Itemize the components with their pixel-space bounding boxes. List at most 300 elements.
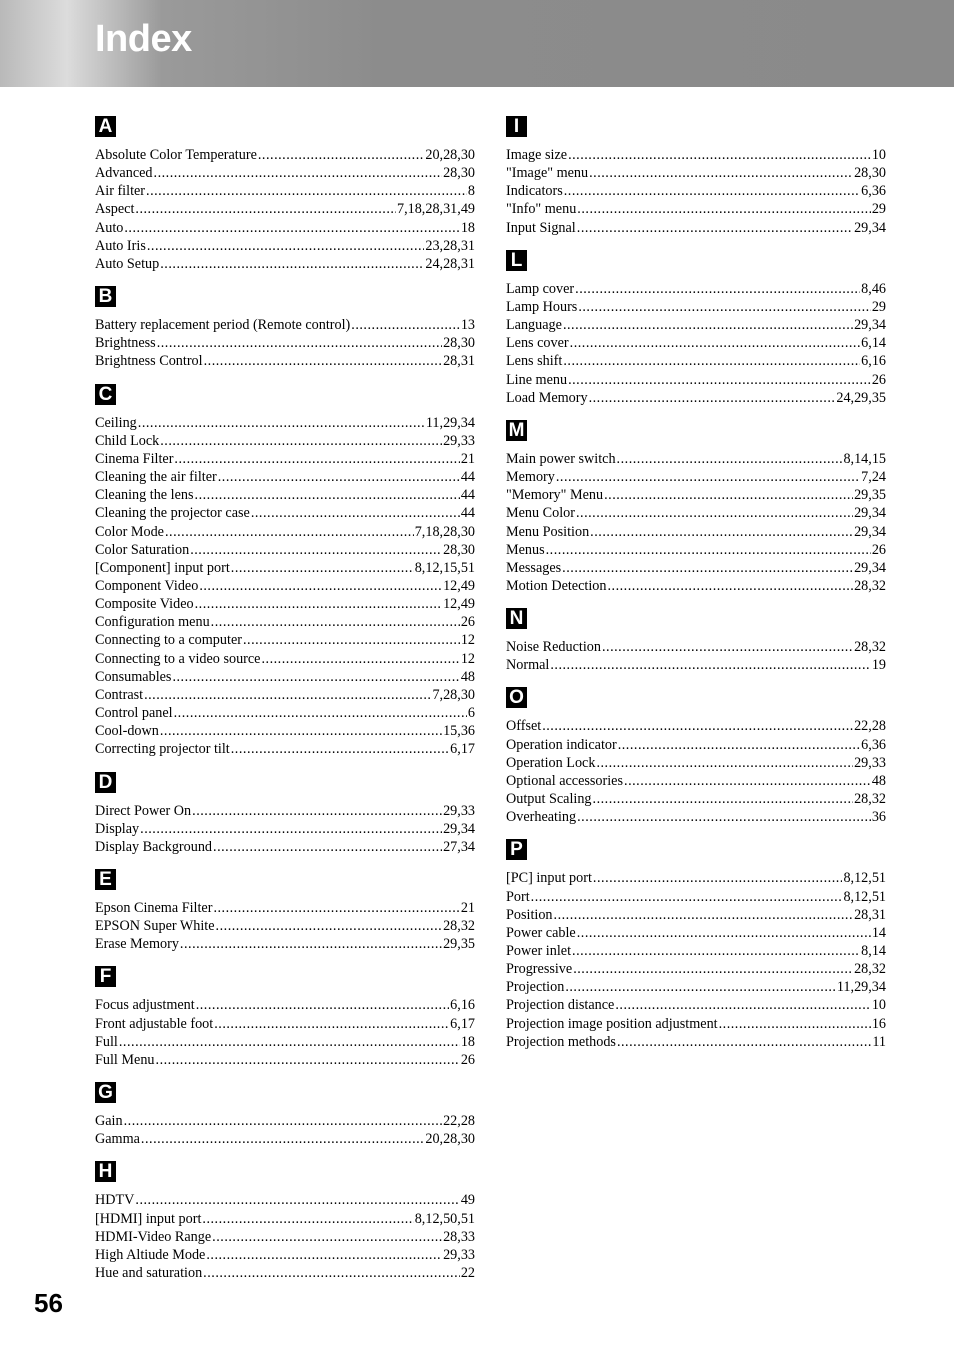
index-entry-term: Projection distance <box>506 997 615 1014</box>
index-entry-term: Brightness <box>95 335 156 352</box>
section-letter-heading: O <box>506 687 527 708</box>
section-letter-heading: A <box>95 116 116 137</box>
dot-leader <box>160 255 424 273</box>
dot-leader <box>174 704 467 722</box>
dot-leader <box>589 389 836 407</box>
index-entry-term: Control panel <box>95 705 173 722</box>
index-entry <box>506 978 886 996</box>
index-entry <box>95 668 475 686</box>
dot-leader <box>206 1246 442 1264</box>
index-entry-pages: 11,29,34 <box>425 414 475 431</box>
index-entry-term: Gamma <box>95 1131 140 1148</box>
index-section <box>95 772 475 856</box>
index-entry-pages: 29,35 <box>443 936 475 953</box>
dot-leader <box>231 559 414 577</box>
section-letter-heading: F <box>95 966 116 987</box>
index-entry-term: Air filter <box>95 183 146 200</box>
dot-leader <box>576 504 853 522</box>
index-entry <box>506 869 886 887</box>
index-entry-term: Display <box>95 820 140 837</box>
index-entry-term: Messages <box>506 559 562 576</box>
index-entry-pages: 44 <box>460 505 475 522</box>
section-letter-heading: G <box>95 1082 116 1103</box>
index-entry-pages: 8,12,15,51 <box>414 559 475 576</box>
index-entry-term: Line menu <box>506 371 568 388</box>
index-entry-pages: 48 <box>460 668 475 685</box>
index-entry-pages: 29,34 <box>854 559 886 576</box>
index-entry-term: Front adjustable foot <box>95 1015 214 1032</box>
index-entry-term: Auto <box>95 219 124 236</box>
index-entry-term: Power inlet <box>506 943 572 959</box>
index-entry <box>95 1051 475 1069</box>
dot-leader <box>604 486 853 504</box>
dot-leader <box>568 146 871 164</box>
index-entry <box>95 255 475 273</box>
index-entry-term: Battery replacement period (Remote control) <box>95 317 351 334</box>
dot-leader <box>565 978 836 996</box>
index-entry-term: Main power switch <box>506 450 616 467</box>
index-entry-term: Connecting to a video source <box>95 650 261 667</box>
index-entry-pages: 11,29,34 <box>836 979 886 996</box>
index-entry <box>506 754 886 772</box>
index-entry <box>506 790 886 808</box>
index-entry <box>95 486 475 504</box>
dot-leader <box>157 334 442 352</box>
index-entry <box>95 722 475 740</box>
index-entry-pages: 29,34 <box>443 820 475 837</box>
index-entry <box>506 906 886 924</box>
index-entry <box>95 504 475 522</box>
index-entry-term: High Altiude Mode <box>95 1246 206 1263</box>
index-entry-pages: 8,12,51 <box>843 888 886 905</box>
index-entry-term: Operation Lock <box>506 754 596 771</box>
index-entry-term: Direct Power On <box>95 802 192 819</box>
dot-leader <box>589 164 853 182</box>
index-entry-pages: 7,28,30 <box>432 686 475 703</box>
index-entry-term: Aspect <box>95 201 135 218</box>
dot-leader <box>135 200 396 218</box>
dot-leader <box>590 523 853 541</box>
index-entry-pages: 29,35 <box>854 487 886 504</box>
index-entry <box>506 182 886 200</box>
index-section <box>506 420 886 595</box>
index-entry-pages: 12 <box>460 632 475 649</box>
index-entry-term: Brightness Control <box>95 353 203 370</box>
index-entry-term: Cleaning the lens <box>95 487 194 504</box>
index-entry <box>95 432 475 450</box>
index-entry-term: "Memory" Menu <box>506 487 604 504</box>
index-entry-pages: 8,46 <box>861 280 886 297</box>
index-entry <box>95 237 475 255</box>
dot-leader <box>203 1264 460 1282</box>
index-entry-pages: 12 <box>460 650 475 667</box>
section-letter-heading: E <box>95 869 116 890</box>
index-entry-pages: 26 <box>871 541 886 558</box>
dot-leader <box>719 1015 871 1033</box>
dot-leader <box>218 468 460 486</box>
dot-leader <box>196 996 449 1014</box>
index-entry-pages: 22,28 <box>443 1113 475 1130</box>
dot-leader <box>575 280 860 298</box>
index-entry-term: Lens cover <box>506 335 569 352</box>
dot-leader <box>624 772 871 790</box>
index-entry-term: Cleaning the projector case <box>95 505 250 522</box>
index-entry-pages: 27,34 <box>443 838 475 855</box>
index-entry-pages: 12,49 <box>443 577 475 594</box>
index-entry-pages: 24,28,31 <box>425 255 475 272</box>
index-entry-term: Erase Memory <box>95 936 179 953</box>
index-entry-term: Projection image position adjustment <box>506 1015 718 1032</box>
index-entry-pages: 14 <box>871 924 886 941</box>
index-entry <box>506 942 886 960</box>
index-entry-pages: 20,28,30 <box>425 1131 475 1148</box>
dot-leader <box>617 450 843 468</box>
dot-leader <box>572 942 860 960</box>
index-entry-pages: 6,17 <box>450 741 475 758</box>
index-entry-pages: 7,18,28,30 <box>414 523 475 540</box>
index-entry-pages: 29 <box>871 298 886 315</box>
index-entry <box>95 1130 475 1148</box>
dot-leader <box>199 577 442 595</box>
dot-leader <box>577 200 871 218</box>
index-entry-term: Lamp cover <box>506 280 575 297</box>
index-entry-term: Composite Video <box>95 596 194 613</box>
dot-leader <box>258 146 424 164</box>
index-entry <box>95 316 475 334</box>
index-entry <box>95 523 475 541</box>
index-entry-term: Motion Detection <box>506 577 607 594</box>
index-entry-term: Memory <box>506 469 555 486</box>
index-entry <box>506 523 886 541</box>
index-entry-term: Configuration menu <box>95 614 210 631</box>
index-entry-term: Gain <box>95 1113 123 1130</box>
dot-leader <box>156 1051 460 1069</box>
index-entry-term: Output Scaling <box>506 791 592 808</box>
dot-leader <box>140 820 442 838</box>
index-entry <box>95 996 475 1014</box>
index-entry-pages: 29,33 <box>443 1246 475 1263</box>
section-letter-heading: P <box>506 839 527 860</box>
index-entry-term: HDMI-Video Range <box>95 1228 212 1245</box>
dot-leader <box>577 924 871 942</box>
index-entry-term: Indicators <box>506 183 563 200</box>
dot-leader <box>570 334 861 352</box>
index-entry-pages: 28,32 <box>854 961 886 978</box>
index-entry-pages: 6,36 <box>861 183 886 200</box>
dot-leader <box>231 740 449 758</box>
dot-leader <box>602 638 853 656</box>
index-entry-pages: 8,14 <box>861 943 886 959</box>
index-entry-pages: 16 <box>871 1015 886 1032</box>
header-band <box>0 0 954 87</box>
index-entry <box>506 219 886 237</box>
dot-leader <box>174 450 459 468</box>
index-entry-pages: 26 <box>460 614 475 631</box>
index-entry <box>506 389 886 407</box>
section-letter-heading: M <box>506 420 527 441</box>
index-entry-pages: 6,14 <box>861 335 886 352</box>
index-entry <box>95 595 475 613</box>
section-letter-heading: B <box>95 286 116 307</box>
index-entry-pages: 28,32 <box>854 577 886 594</box>
index-entry-pages: 28,32 <box>854 791 886 808</box>
index-entry-term: Lens shift <box>506 353 563 370</box>
index-entry-term: Projection <box>506 979 565 996</box>
index-entry-term: Cool-down <box>95 723 159 740</box>
index-entry-pages: 28,30 <box>854 165 886 182</box>
dot-leader <box>144 686 431 704</box>
index-entry-term: Noise Reduction <box>506 639 601 656</box>
dot-leader <box>554 906 854 924</box>
index-entry <box>506 200 886 218</box>
index-entry-term: [Component] input port <box>95 559 230 576</box>
index-entry <box>95 219 475 237</box>
index-entry-pages: 11 <box>872 1033 886 1050</box>
index-entry-pages: 18 <box>460 1033 475 1050</box>
dot-leader <box>213 838 442 856</box>
index-entry-term: Focus adjustment <box>95 997 195 1014</box>
index-entry <box>506 638 886 656</box>
index-entry-pages: 29,33 <box>854 754 886 771</box>
index-entry <box>506 717 886 735</box>
dot-leader <box>216 917 443 935</box>
page-number: 56 <box>34 1288 63 1318</box>
dot-leader <box>573 960 853 978</box>
dot-leader <box>593 869 843 887</box>
index-entry <box>95 1246 475 1264</box>
dot-leader <box>154 164 443 182</box>
index-entry-term: Correcting projector tilt <box>95 741 230 758</box>
index-section <box>95 286 475 370</box>
index-entry-term: Menu Position <box>506 523 590 540</box>
index-entry-pages: 28,30 <box>443 541 475 558</box>
dot-leader <box>214 1015 449 1033</box>
index-entry <box>506 960 886 978</box>
dot-leader <box>531 888 843 906</box>
index-entry-term: Language <box>506 317 562 334</box>
index-entry-term: Projection methods <box>506 1033 616 1050</box>
index-entry-pages: 20,28,30 <box>425 147 475 163</box>
dot-leader <box>119 1033 460 1051</box>
index-entry <box>95 650 475 668</box>
dot-leader <box>180 935 442 953</box>
dot-leader <box>195 486 460 504</box>
index-entry <box>506 772 886 790</box>
index-entry <box>506 450 886 468</box>
index-entry <box>95 899 475 917</box>
index-entry <box>506 656 886 674</box>
index-entry-term: Full <box>95 1033 118 1050</box>
index-section <box>95 1161 475 1282</box>
index-entry-term: "Info" menu <box>506 201 577 218</box>
index-entry-pages: 29,34 <box>854 219 886 236</box>
index-entry-term: [HDMI] input port <box>95 1210 202 1227</box>
index-entry-term: Progressive <box>506 961 573 978</box>
index-entry-term: Menus <box>506 541 545 558</box>
index-entry <box>95 146 475 164</box>
index-entry-term: Advanced <box>95 165 153 182</box>
index-entry <box>506 504 886 522</box>
index-entry <box>95 820 475 838</box>
index-entry-pages: 21 <box>460 900 475 916</box>
index-entry-pages: 23,28,31 <box>425 237 475 254</box>
dot-leader <box>135 1191 459 1209</box>
index-entry-pages: 29,34 <box>854 317 886 334</box>
index-entry <box>95 1033 475 1051</box>
index-entry-pages: 29,33 <box>443 802 475 819</box>
index-entry-term: Absolute Color Temperature <box>95 147 257 163</box>
index-entry <box>506 924 886 942</box>
index-entry-term: Auto Setup <box>95 255 160 272</box>
index-entry-term: Optional accessories <box>506 772 624 789</box>
index-section <box>95 384 475 759</box>
index-entry-term: Position <box>506 906 553 923</box>
dot-leader <box>141 1130 424 1148</box>
index-entry-pages: 18 <box>460 219 475 236</box>
index-entry <box>95 935 475 953</box>
index-entry <box>95 200 475 218</box>
index-entry <box>506 541 886 559</box>
index-entry-pages: 28,31 <box>854 906 886 923</box>
index-entry-pages: 24,29,35 <box>836 389 886 406</box>
dot-leader <box>211 613 460 631</box>
index-entry-term: Power cable <box>506 924 576 941</box>
index-entry-pages: 22 <box>460 1265 475 1282</box>
index-entry-pages: 28,32 <box>443 918 475 935</box>
index-entry-pages: 28,30 <box>443 335 475 352</box>
dot-leader <box>204 352 442 370</box>
section-letter-heading: L <box>506 250 527 271</box>
index-entry-pages: 7,24 <box>861 469 886 486</box>
index-entry-pages: 22,28 <box>854 718 886 735</box>
index-entry <box>95 838 475 856</box>
index-entry <box>506 316 886 334</box>
dot-leader <box>160 432 442 450</box>
index-entry <box>95 182 475 200</box>
index-section <box>506 608 886 674</box>
index-entry-pages: 28,32 <box>854 639 886 656</box>
index-entry-pages: 10 <box>871 147 886 163</box>
index-entry-pages: 44 <box>460 469 475 486</box>
index-entry-pages: 28,31 <box>443 353 475 370</box>
index-entry-pages: 29 <box>871 201 886 218</box>
index-entry-term: Hue and saturation <box>95 1265 203 1282</box>
dot-leader <box>550 656 870 674</box>
dot-leader <box>564 182 860 200</box>
index-entry-pages: 6,16 <box>861 353 886 370</box>
section-letter-heading: C <box>95 384 116 405</box>
dot-leader <box>563 352 860 370</box>
index-entry <box>506 577 886 595</box>
dot-leader <box>618 736 860 754</box>
index-entry-pages: 28,30 <box>443 165 475 182</box>
dot-leader <box>578 298 870 316</box>
dot-leader <box>562 559 853 577</box>
section-letter-heading: N <box>506 608 527 629</box>
index-entry <box>95 468 475 486</box>
index-entry-pages: 29,33 <box>443 432 475 449</box>
index-entry-pages: 6,17 <box>450 1015 475 1032</box>
index-entry-term: Cinema Filter <box>95 450 174 467</box>
index-entry <box>506 736 886 754</box>
dot-leader <box>195 595 442 613</box>
index-entry <box>506 559 886 577</box>
index-entry-pages: 8,12,51 <box>843 870 886 887</box>
index-section <box>95 869 475 953</box>
index-entry <box>506 996 886 1014</box>
dot-leader <box>251 504 460 522</box>
index-entry <box>506 352 886 370</box>
dot-leader <box>577 808 871 826</box>
index-entry <box>95 450 475 468</box>
dot-leader <box>617 1033 871 1051</box>
index-entry-pages: 10 <box>871 997 886 1014</box>
index-entry <box>95 686 475 704</box>
dot-leader <box>546 541 871 559</box>
index-entry-pages: 13 <box>460 317 475 334</box>
index-entry <box>95 577 475 595</box>
dot-leader <box>138 414 425 432</box>
index-entry <box>95 559 475 577</box>
dot-leader <box>172 668 459 686</box>
index-entry <box>506 468 886 486</box>
dot-leader <box>202 1210 413 1228</box>
dot-leader <box>160 722 442 740</box>
index-entry-term: Input Signal <box>506 219 576 236</box>
index-entry-pages: 44 <box>460 487 475 504</box>
index-entry-term: Offset <box>506 718 542 735</box>
index-section <box>506 250 886 407</box>
index-column-left <box>95 116 475 1295</box>
index-entry <box>506 280 886 298</box>
index-entry-pages: 26 <box>460 1051 475 1068</box>
index-entry-pages: 15,36 <box>443 723 475 740</box>
index-entry <box>95 414 475 432</box>
index-entry-term: Operation indicator <box>506 736 617 753</box>
index-entry-term: Load Memory <box>506 389 588 406</box>
dot-leader <box>615 996 870 1014</box>
index-entry <box>95 613 475 631</box>
dot-leader <box>593 790 854 808</box>
index-entry <box>95 164 475 182</box>
index-entry-term: Cleaning the air filter <box>95 469 217 486</box>
section-letter-heading: H <box>95 1161 116 1182</box>
index-entry-pages: 36 <box>871 809 886 826</box>
dot-leader <box>192 802 442 820</box>
index-entry <box>506 808 886 826</box>
index-entry-term: Epson Cinema Filter <box>95 900 213 916</box>
index-section <box>506 839 886 1051</box>
index-entry <box>506 1015 886 1033</box>
dot-leader <box>261 650 459 668</box>
dot-leader <box>190 541 442 559</box>
index-section <box>95 1082 475 1148</box>
index-entry-term: Color Mode <box>95 523 164 540</box>
dot-leader <box>563 316 853 334</box>
index-entry <box>506 298 886 316</box>
index-entry-term: Ceiling <box>95 414 137 431</box>
index-entry-term: Color Saturation <box>95 541 190 558</box>
page-title: Index <box>95 18 192 60</box>
index-entry <box>506 1033 886 1051</box>
index-entry <box>95 541 475 559</box>
index-entry <box>506 334 886 352</box>
dot-leader <box>577 219 853 237</box>
index-entry-term: Full Menu <box>95 1051 155 1068</box>
dot-leader <box>542 717 853 735</box>
index-entry <box>95 1228 475 1246</box>
index-entry <box>95 1264 475 1282</box>
